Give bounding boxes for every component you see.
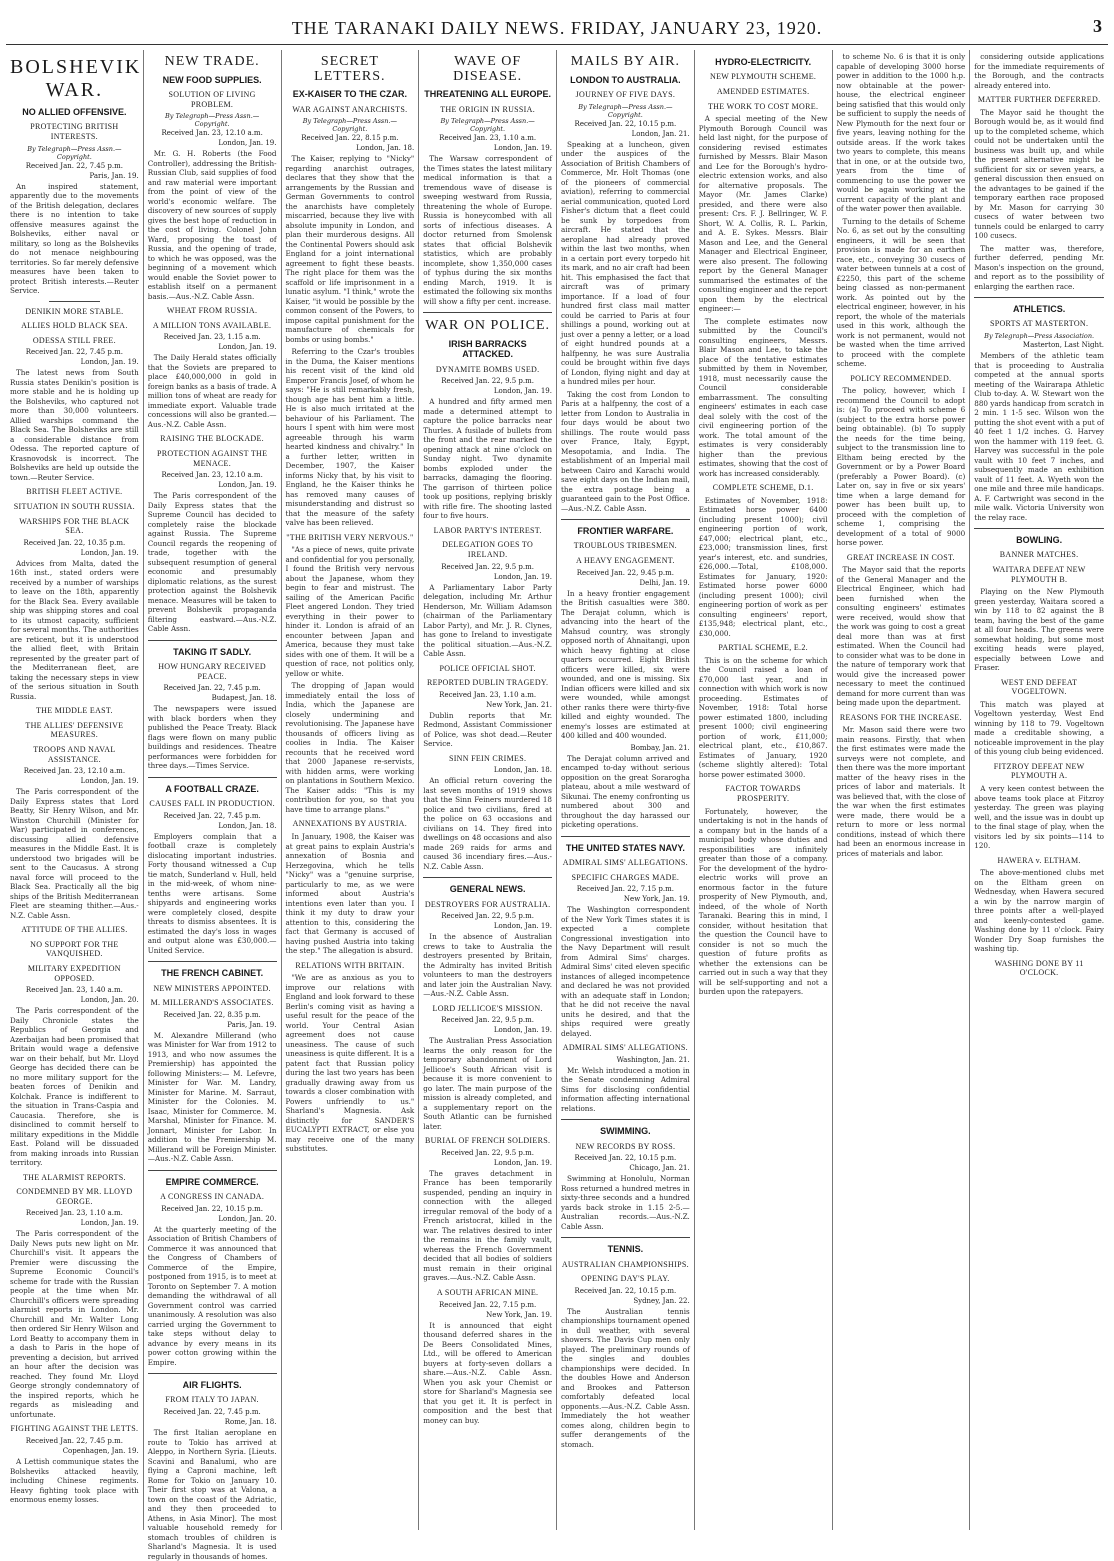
dateline: London, Jan. 21. — [631, 129, 690, 138]
divider — [423, 877, 552, 878]
article-paragraph: to scheme No. 6 is that it is only capable of developing 3000 horse power in addition to the 1000 h.p. now obtainable at the power-house, the electrical engineer being satisfied that this would only be sufficient to supply the needs of New Plymouth for the next four or five years, leaving nothing for the outside areas. If the work takes two years to complete, this means that in one, or at the outside two, years from the time of commencing to use the power we would be again working at the current capacity of the plant and of the water power then available. — [836, 52, 966, 213]
dateline: Sydney, Jan. 22. — [633, 1296, 690, 1305]
headline-war-on-police: WAR ON POLICE. — [425, 318, 551, 334]
headline-new-trade: NEW TRADE. — [164, 54, 260, 69]
headline-us-navy: THE UNITED STATES NAVY. — [565, 842, 685, 853]
divider — [974, 528, 1104, 529]
subhead-minor: DESTROYERS FOR AUSTRALIA. — [424, 899, 551, 909]
dateline: Masterton, Last Night. — [1022, 341, 1104, 350]
received-line: Received Jan. 22, 7.45 p.m. — [25, 348, 123, 357]
subhead: NEW FOOD SUPPLIES. — [162, 74, 262, 85]
article-paragraph: In the absence of Australian crews to take to Australia the destroyers presented by Britain, the Admiralty has invited British volunteers to man the destroyers and later join the Australian Navy.—Aus.-N.Z. Cable Assn. — [423, 932, 552, 999]
article-paragraph: A special meeting of the New Plymouth Borough Council was held last night, for the purpose of considering revised estimates furnished by Messrs. Blair Mason and Lee for the Borough's hydro-electric extension works, and also for alternative proposals. The Mayor (Mr. James Clarke) presided, and there were also present: Crs. F. J. Bellringer, W. F. Short, W. A. Collis, R. L. Parkin, and A. E. Sykes. Messrs. Blair Mason and Lee, and the General Manager and Electrical Engineer, were also present. The following report by the General Manager summarised the estimates of the consulting engineer and the report upon them by the electrical engineer:— — [698, 114, 828, 314]
received-line: Received Jan. 22, 9.5 p.m. — [441, 377, 534, 386]
article-paragraph: An inspired statement, apparently due to the movements of the British delegation, declares there is no intention to take offensive measures against the Bolsheviks, either naval or military, so long as the Bolsheviks do not menace neighbouring territories. So far merely defensive measures have been taken to protect British interests.—Reuter Service. — [10, 181, 139, 296]
article-paragraph: The Paris correspondent of the Daily Chronicle states the Republics of Georgia and Azerbaijan had been promised that Britain would wage a defensive war on their behalf, but Mr. Lloyd George has decided there can be no more military support for the beaten forces of Denikin and Kolchak. France is indifferent to the situation in Trans-Caspia and Caucasia. Therefore, she is disinclined to commit herself to military expeditions in the Middle East. Poland will be dissuaded from making inroads into Russian territory. — [10, 1006, 139, 1168]
subhead-minor: OPENING DAY'S PLAY. — [581, 1274, 670, 1284]
headline-general-news: GENERAL NEWS. — [449, 884, 526, 895]
subhead-minor: NEW RECORDS BY ROSS. — [575, 1141, 676, 1151]
received-line: Received Jan. 22, 10.15 p.m. — [574, 1154, 677, 1163]
article-paragraph: A hundred and fifty armed men made a determined attempt to capture the police barracks near Thurles. A fusilade of bullets from the front and the rear marked the opening attack at nine o'clock on Sunday night. Two dynamite bombs exploded under the barracks, damaging the flooring. The garrison of thirteen police took up positions, replying briskly with rifle fire. The shooting lasted four to five hours. — [423, 397, 552, 521]
received-line: Received Jan. 22, 9.5 p.m. — [441, 1148, 534, 1157]
subhead-minor: WEST END DEFEAT VOGELTOWN. — [1000, 677, 1078, 697]
dateline: London, Jan. 19. — [493, 1158, 552, 1167]
received-line: Received Jan. 22, 10.15 p.m. — [574, 119, 677, 128]
article-paragraph: The Kaiser, replying to "Nicky" regarding anarchist outrages, declares that they show that the arrangements by the Russian and German Governments to control the anarchists have completely miscarried, because they live with absolute impunity in London, and plan their murderous designs. All the Continental Powers should ask England for a joint international agreement to fight these beasts. The right place for them was the scaffold or life imprisonment in a lunatic asylum. "I think," wrote the Kaiser, "it would be possible by the common consent of the Powers, to impose capital punishment for the manufacture of chemicals for bombs or using bombs." — [285, 154, 415, 344]
article-paragraph: The Paris correspondent of the Daily Express states that Lord Beatty, Sir Henry Wilson, and Mr. Winston Churchill (Minister for War) participated in conferences, discussing allied defensive measures in the Middle East. It is understood two brigades will be sent to the Caucasus. A strong naval force will proceed to the Black Sea. Practically all the big ships of the British Mediterranean Fleet are steaming thither.—Aus.-N.Z. Cable Assn. — [10, 787, 139, 920]
received-line: Received Jan. 22, 9.45 p.m. — [576, 568, 674, 577]
subhead-minor: SPORTS AT MASTERTON. — [989, 319, 1089, 329]
article-paragraph: The policy, however, which I recommend the Council to adopt is: (a) To proceed with scheme 6 (subject to the extra horse power being obtainable). (b) To supply the needs for the time being, subject to the transmission line to Eltham being erected by the Government or by a Power Board (preferably a Power Board). (c) Later on, say in five or six years' time when a large demand for power has been built up, to proceed with the completion of scheme 1, comprising the development of a total of 9000 horse power. — [836, 386, 966, 548]
subhead-minor: PROTECTION AGAINST THE MENACE. — [156, 449, 268, 468]
headline-tennis: TENNIS. — [607, 1244, 644, 1255]
headline-secret-letters: SECRET LETTERS. — [314, 54, 386, 84]
divider — [561, 1237, 690, 1238]
column-1 — [6, 50, 144, 1530]
subhead-minor: REPORTED DUBLIN TRAGEDY. — [426, 678, 549, 688]
subhead-minor: POLICY RECOMMENDED. — [850, 373, 952, 383]
subhead-minor: A CONGRESS IN CANADA. — [160, 1192, 265, 1202]
subhead-minor: BANNER MATCHES. — [999, 550, 1079, 560]
article-paragraph: M. Alexandre Millerand (who was Minister for War from 1912 to 1913, and who now assumes the Premiership) has appointed the following Ministers:— M. Lefevre, Minister for War. M. Landry, Minister for Marine. M. Sarraut, Minister for the Colonies. M. Isaac, Minister for Commerce. M. Marshal, Minister for Finance. M. Jonnart, Minister for Labor. In addition to the Premiership M. Millerand will be Foreign Minister.—Aus.-N.Z. Cable Assn. — [147, 1030, 277, 1164]
headline-bowling: BOWLING. — [1016, 535, 1063, 546]
credit-line: By Telegraph—Press Assn.—Copyright. — [578, 102, 673, 119]
received-line: Received Jan. 23, 1.15 a.m. — [163, 333, 261, 342]
article-paragraph: Playing on the New Plymouth green yesterday, Waitara scored a win by 118 to 82 against the B team, having the best of the game at all four heads. The greens were somewhat holding, but some most exciting heads were played, especially between Lowe and Fraser. — [974, 587, 1104, 673]
subhead-minor: SITUATION IN SOUTH RUSSIA. — [13, 501, 135, 511]
subhead-minor: A SOUTH AFRICAN MINE. — [436, 1287, 539, 1297]
article-paragraph: Mr. G. H. Roberts (the Food Controller), addressing the British-Russian Club, said supplies of food and raw material were important from the point of view of the world's economic welfare. The discovery of new sources of supply gives the best hope of reduction in the cost of living. Colonel John Ward, proposing the toast of Russia, and the opening of trade, to which he was opposed, was the beginning of a movement which would enable the Soviet power to establish itself on a permanent basis.—Aus.-N.Z. Cable Assn. — [147, 149, 277, 301]
column-8 — [970, 50, 1108, 1530]
dateline: Bombay, Jan. 21. — [630, 743, 690, 752]
dateline: London, Jan. 19. — [493, 144, 552, 153]
received-line: Received Jan. 22, 10.35 p.m. — [23, 538, 126, 547]
article-paragraph: Turning to the details of Scheme No. 6, as set out by the consulting engineers, it will be seen that provision is made for an earthen race, etc., conveying 30 cusecs of water between tunnels at a cost of £2250, this part of the scheme being classed as non-permanent work. As pointed out by the electrical engineer, however, in his report, the whole of the materials used in this work, although the work is not permanent, would not be wasted when the time arrived to proceed with the complete scheme. — [836, 216, 966, 368]
article-paragraph: This is on the scheme for which the Council raised a loan of £70,000 last year, and in connection with which work is now proceeding. Estimates of November, 1918: Total horse power estimated 1800, including present 1000; civil engineering portion of work, £11,000; electrical plant, etc., £10,867. Estimates of January, 1920 (scheme slightly altered): Total horse power estimated 3000. — [698, 655, 828, 779]
received-line: Received Jan. 23, 12.10 a.m. — [23, 767, 126, 776]
subhead: IRISH BARRACKS ATTACKED. — [448, 339, 527, 360]
dateline: Budapest, Jan. 18. — [211, 694, 277, 703]
column-4 — [419, 50, 557, 1530]
received-line: Received Jan. 22, 8.35 p.m. — [163, 1010, 261, 1019]
subhead-minor: WARSHIPS FOR THE BLACK SEA. — [19, 516, 130, 536]
subhead-minor: CONDEMNED BY MR. LLOYD GEORGE. — [16, 1187, 133, 1206]
column-5 — [557, 50, 695, 1530]
subhead-minor: HAWERA v. ELTHAM. — [997, 855, 1081, 865]
received-line: Received Jan. 22, 7.15 p.m. — [439, 1300, 537, 1309]
subhead-minor: WAR AGAINST ANARCHISTS. — [292, 104, 408, 114]
subhead-minor: ODESSA STILL FREE. — [32, 335, 116, 345]
dateline: London, Jan. 19. — [80, 777, 139, 786]
article-paragraph: This match was played at Vogeltown yesterday, West End winning by 118 to 79. Vogeltown made a creditable showing, a noticeable improvement in the play of this young club being evidenced. — [974, 699, 1104, 757]
newspaper-title: THE TARANAKI DAILY NEWS. FRIDAY, JANUARY 23, 1920. — [291, 18, 823, 38]
headline-frontier-warfare: FRONTIER WARFARE. — [577, 526, 674, 537]
subhead-minor: MILITARY EXPEDITION OPPOSED. — [27, 963, 121, 983]
column-7 — [833, 50, 971, 1530]
subhead-minor: BURIAL OF FRENCH SOLDIERS. — [424, 1136, 551, 1146]
article-paragraph: "As a piece of news, quite private and confidential for you personally, I found the British very nervous about the Japanese, whom they begin to fear and mistrust. The sailing of the American Pacific Fleet angered London. They tried everything in their power to hinder it. London is afraid of an encounter between Japan and America, because they must take sides with one of them. It will be a question of race, not politics only, yellow or white. — [285, 545, 415, 678]
subhead-minor: ADMIRAL SIMS' ALLEGATIONS. — [562, 1043, 688, 1053]
subhead-minor: SINN FEIN CRIMES. — [448, 753, 527, 763]
headline-air-flights: AIR FLIGHTS. — [182, 1380, 242, 1391]
received-line: Received Jan. 22, 7.45 p.m. — [25, 1437, 123, 1445]
dateline: Copenhagen, Jan. 19. — [62, 1447, 139, 1455]
divider — [423, 312, 552, 313]
columns — [6, 50, 1108, 1561]
subhead-minor: THE ALLIES' DEFENSIVE MEASURES. — [25, 720, 124, 740]
subhead: EX-KAISER TO THE CZAR. — [292, 89, 408, 100]
subhead-minor: A MILLION TONS AVAILABLE. — [152, 320, 272, 330]
article-paragraph: Speaking at a luncheon, given under the auspices of the Association of British Chambers of Commerce, Mr. Holt Thomas (one of the pioneers of commercial aviation), referring to commercial aerial communication, quoted Lord Fisher's dictum that a fleet could be sunk by torpedoes from aircraft. He stated that the aeroplane had already proved within the last two months, when in a certain port every torpedo hit its mark, and no air craft had been hit. This emphasised the fact that aircraft was of primary importance. If a load of four hundred first class mail matter could be carried to Paris at four shillings a pound, working out at just over a penny a letter, or a load of eight hundred pounds at a halfpenny, he was sure Australia could be brought within five days of London, flying night and day at a hundred miles per hour. — [561, 139, 690, 387]
article-paragraph: The Paris correspondent of the Daily News puts new light on Mr. Churchill's visit. It appears the Premier were discussing the Supreme Economic Council's scheme for trade with the Russian people at the time when Mr. Churchill's officers were spreading alarmist reports in London. Mr. Churchill and Mr. Walter Long then ordered Sir Henry Wilson and Lord Beatty to accompany them in a dash to Paris in the hope of preventing a decision, but arrived an hour after the decision was reached. They found Mr. Lloyd George strongly condemnatory of the inspired reports, which he regards as misleading and unfortunate. — [10, 1229, 139, 1419]
headline-football-craze: A FOOTBALL CRAZE. — [165, 783, 259, 794]
subhead-minor: "THE BRITISH VERY NERVOUS." — [286, 532, 414, 542]
article-paragraph: It is announced that eight thousand deferred shares in the De Beers Consolidated Mines, Ltd., will be offered to American buyers at forty-seven dollars a share.—Aus.-N.Z. Cable Assn. When you ask your Chemist or store for Sharland's Magnesia see that you get it. It is perfect in composition and the best that money can buy. — [423, 1320, 552, 1425]
divider — [148, 640, 277, 641]
subhead-minor: ATTITUDE OF THE ALLIES. — [21, 925, 128, 935]
article-paragraph: Advices from Malta, dated the 16th inst., stated orders were received by a number of warships to leave on the 18th, apparently for the Black Sea. Every available ship was shipping stores and coal to its utmost capacity, sufficient for several months. The authorities are reticent, but it is understood the allied fleet, with Britain represented by the greater part of the Mediterranean fleet, are taking the necessary steps in view of the serious situation in South Russia. — [10, 558, 139, 701]
article-paragraph: The Mayor said he thought the Borough would be, as it would find up to the completed scheme, which could not be undertaken until the business was built up, and while the present alternative might be sufficient for six or seven years, a general discussion then ensued on the advantages to be gained if the temporary earthen race proposed by Mr. Mason for carrying 30 cusecs of water between two tunnels could be enlarged to carry 100 cusecs. — [974, 107, 1104, 241]
column-6 — [695, 50, 833, 1530]
credit-line: By Telegraph—Press Assn.—Copyright. — [302, 117, 398, 134]
article-paragraph: "We are as anxious as you to improve our relations with England and look forward to these Berlin's coming visit as having a useful result for the peace of the world. Your Central Asian agreement does not cause uneasiness. The cause of such uneasiness is quite different. It is a patent fact that Russian policy during the last two years has been gradually drawing away from us towards a closer combination with Powers unfriendly to us." Sharland's Magnesia. Ask distinctly for SANDER'S EUCALYPTI EXTRACT, or else you may receive one of the many substitutes. — [285, 973, 415, 1154]
subhead-minor: AMENDED ESTIMATES. — [716, 86, 810, 96]
subhead-minor: SPECIFIC CHARGES MADE. — [571, 872, 680, 882]
credit-line: By Telegraph—Press Assn.—Copyright. — [27, 144, 122, 161]
received-line: Received Jan. 22, 7.45 p.m. — [163, 811, 261, 820]
subhead-minor: FIGHTING AGAINST THE LETTS. — [10, 1424, 139, 1434]
dateline: London, Jan. 19. — [493, 387, 552, 396]
headline-swimming: SWIMMING. — [600, 1126, 651, 1137]
subhead: NO ALLIED OFFENSIVE. — [22, 107, 127, 117]
article-paragraph: Fortunately, however, the undertaking is not in the hands of a company but in the hands of a municipal body whose duties and responsibilities are infinitely greater than those of a company. For the development of the hydro-electric works will prove an enormous factor in the future prosperity of New Plymouth, and, indeed, of the whole of North Taranaki. Bearing this in mind, I consider, without hesitation that the question the Council have to consider is not so much the question of future profits as whether the extensions can be carried out in such a way that they will be self-supporting and not a burden upon the ratepayers. — [698, 806, 828, 996]
divider — [561, 1119, 690, 1120]
received-line: Received Jan. 22, 7.45 p.m. — [25, 161, 123, 170]
page-number: 3 — [1093, 16, 1102, 36]
received-line: Received Jan. 22, 9.5 p.m. — [441, 1016, 534, 1025]
dateline: London, Jan. 19. — [218, 139, 277, 148]
divider — [148, 1170, 277, 1171]
divider — [49, 301, 101, 302]
article-paragraph: The dropping of Japan would immediately entail the loss of India, which the Japanese are closely undermining and revolutionising. The Japanese have thousands of officers living as coolies in India. The Kaiser recounts that he received word that 2000 Japanese re-servists, with hidden arms, were working on plantations in Southern Mexico. The Kaiser adds: "This is my contribution for you, so that you have time to arrange plans." — [285, 681, 415, 814]
subhead-minor: SOLUTION OF LIVING PROBLEM. — [168, 90, 256, 109]
article-paragraph: Employers complain that a football craze is completely dislocating important industries. Forty thousand witnessed a Cup tie match, Sunderland v. Hull, held in the mid-week, of whom nine-tenths were artisans. Some shipyards and engineering works were completely closed, despite threats to dismiss absentees. It is estimated the day's loss in wages and output alone was £30,000.—United Service. — [147, 831, 277, 955]
subhead-minor: THE ALARMIST REPORTS. — [22, 1172, 126, 1182]
subhead-minor: PROTECTING BRITISH INTERESTS. — [30, 122, 119, 141]
dateline: New York, Jan. 21. — [486, 700, 552, 709]
subhead-minor: TROUBLOUS TRIBESMEN. — [573, 541, 677, 551]
article-paragraph: The matter was, therefore, further deferred, pending Mr. Mason's inspection on the ground, and report as to the possibility of enlarging the earthen race. — [974, 243, 1104, 291]
article-paragraph: Mr. Welsh introduced a motion in the Senate condemning Admiral Sims for disclosing confidential information affecting international relations. — [561, 1065, 690, 1113]
dateline: Paris, Jan. 19. — [227, 1020, 277, 1029]
subhead-minor: LORD JELLICOE'S MISSION. — [432, 1003, 543, 1013]
subhead-minor: NO SUPPORT FOR THE VANQUISHED. — [30, 939, 119, 959]
article-paragraph: Dublin reports that Mr. Redmond, Assistant Commissioner of Police, was shot dead.—Reuter Service. — [423, 710, 552, 749]
dateline: London, Jan. 19. — [80, 358, 139, 367]
subhead-minor: PARTIAL SCHEME, E.2. — [718, 643, 808, 653]
dateline: Delhi, Jan. 19. — [639, 578, 690, 587]
subhead-minor: CAUSES FALL IN PRODUCTION. — [149, 799, 275, 809]
received-line: Received Jan. 23, 12.10 a.m. — [161, 471, 263, 480]
headline-athletics: ATHLETICS. — [1012, 304, 1066, 315]
subhead-minor: LABOR PARTY'S INTEREST. — [433, 525, 542, 535]
dateline: London, Jan. 19. — [218, 481, 277, 490]
article-paragraph: The graves detachment in France has been temporarily suspended, pending an inquiry in connection with the alleged irregular removal of the body of a French aristocrat, killed in the war. The relatives desired to inter the remains in the family vault, whereas the French Government decided that all bodies of soldiers must remain in their original graves.—Aus.-N.Z. Cable Assn. — [423, 1168, 552, 1283]
article-paragraph: Members of the athletic team that is proceeding to Australia competed at the annual sports meeting of the Wairarapa Athletic Club to-day. A. W. Stewart won the 880 yards handicap from scratch in 2 min. 1 1-5 sec. Wilson won the putting the shot event with a put of 40 feet 1 1/2 inches. G. Harvey won the hammer with 119 feet. G. Harvey was successful in the pole vault with 10 feet 7 inches, and subsequently made an exhibition vault of 11 feet. A. Wyeth won the one mile and three mile handicaps. A. F. Cartwright was second in the mile walk. Victoria University won the relay race. — [974, 351, 1104, 522]
article-paragraph: Referring to the Czar's troubles in the Duma, the Kaiser mentions his recent visit of the kind old Emperor Francis Josef, of whom he says: "He is still remarkably fresh, though age has bent him a little. He is also much irritated at the behaviour of his Parliament. The hours I spent with him were most agreeable through his warm hearted kindness and chivalry." In a further letter, written in December, 1907, the Kaiser informs Nicky that, by his visit to England, he the Kaiser thinks he has removed many causes of misunderstanding and distrust so that the measure of the safety valve has been relieved. — [285, 347, 415, 528]
article-paragraph: The Australian Press Association learns the only reason for the temporary abandonment of Lord Jellicoe's South African visit is because it is more convenient to go later. The main purpose of the mission is already completed, and a supplementary report on the South Atlantic can be furnished later. — [423, 1036, 552, 1131]
article-paragraph: In a heavy frontier engagement the British casualties were 380. The Derajat column, which is advancing into the heart of the Mahsud country, was strongly opposed north of Ahnaitangi, upon which heavy fighting at close quarters occurred. Eight British officers were killed, six were wounded, and one is missing. Six Indian officers were killed and six were wounded, while amongst other ranks there were thirty-five killed and eighty wounded. The enemy's losses are estimated at 400 killed and 400 wounded. — [561, 588, 690, 741]
subhead-minor: WAITARA DEFEAT NEW PLYMOUTH B. — [992, 564, 1086, 584]
dateline: London, Jan. 19. — [493, 922, 552, 931]
subhead-minor: JOURNEY OF FIVE DAYS. — [575, 90, 676, 100]
article-paragraph: The complete estimates now submitted by the Council's consulting engineers, Messrs. Blair Mason and Lee, to take the place of the tentative estimates submitted by them in November, 1918, must necessarily cause the Council considerable embarrassment. The consulting engineers' estimates in each case deal solely with the cost of the civil engineering portion of the work. The total amount of the estimates is very considerably higher than the previous estimates, showing that the cost of work has increased considerably. — [698, 316, 828, 478]
dateline: Paris, Jan. 19. — [89, 171, 139, 180]
dateline: London, Jan. 19. — [493, 572, 552, 581]
credit-line: By Telegraph—Press Association. — [984, 332, 1095, 341]
subhead-minor: THE MIDDLE EAST. — [35, 706, 113, 716]
headline-empire-commerce: EMPIRE COMMERCE. — [165, 1176, 259, 1187]
masthead-rule — [6, 44, 1108, 45]
received-line: Received Jan. 22, 9.5 p.m. — [441, 562, 534, 571]
column-3 — [282, 50, 420, 1530]
subhead: THREATENING ALL EUROPE. — [424, 89, 552, 100]
subhead-minor: NEW MINISTERS APPOINTED. — [153, 983, 271, 993]
article-paragraph: The latest news from South Russia states Denikin's position is more stable and he is holding up the Bolsheviks, who captured not more than 30,000 volunteers. Allied warships command the Black Sea. The Bolsheviks are still a considerable distance from Odessa. The reported capture of Krasnovodsk is incorrect. The Bolsheviks are held up outside the town.—Reuter Service. — [10, 368, 139, 482]
dateline: London, Jan. 18. — [493, 766, 552, 775]
divider — [148, 777, 277, 778]
credit-line: By Telegraph—Press Assn.—Copyright. — [440, 117, 535, 134]
subhead-minor: THE ORIGIN IN RUSSIA. — [440, 104, 535, 114]
dateline: London, Jan. 18. — [356, 144, 415, 153]
headline-bolshevik-war: BOLSHEVIK WAR. — [10, 56, 142, 101]
subhead-minor: M. MILLERAND'S ASSOCIATES. — [150, 998, 274, 1008]
article-paragraph: The newspapers were issued with black borders when they published the Peace Treaty. Black flags were flown on many public buildings and residences. Theatre performances were forbidden for three days.—Times Service. — [147, 704, 277, 771]
received-line: Received Jan. 22, 9.5 p.m. — [441, 912, 534, 921]
subhead-minor: THE WORK TO COST MORE. — [708, 101, 819, 111]
subhead-minor: DELEGATION GOES TO IRELAND. — [442, 540, 534, 559]
subhead-minor: AUSTRALIAN CHAMPIONSHIPS. — [561, 1259, 689, 1269]
subhead-minor: DENIKIN MORE STABLE. — [25, 306, 124, 316]
article-paragraph: A Lettish communique states the Bolsheviks attacked heavily, including Chinese regiments. Heavy fighting took place with enormous enemy losses. — [10, 1457, 139, 1504]
received-line: Received Jan. 23, 1.10 a.m. — [439, 134, 537, 143]
subhead-minor: ALLIES HOLD BLACK SEA. — [21, 321, 128, 331]
subhead-minor: WHEAT FROM RUSSIA. — [166, 306, 258, 316]
received-line: Received Jan. 22, 10.15 p.m. — [574, 1286, 677, 1295]
article-paragraph: Mr. Mason said there were two main reasons. Firstly, that when the first estimates were made the surveys were not complete, and then there was the more important matter of the heavy rises in the prices of labor and materials. It was believed that, with the close of the war when the first estimates were made, there would be a return to more or less normal conditions, instead of which there had been an enormous increase in prices of materials and labor. — [836, 725, 966, 858]
article-paragraph: The first Italian aeroplane en route to Tokio has arrived at Aleppo, in Northern Syria. [Lieuts. Scavini and Banalumi, who are flying a Caproni machine, left Rome for Tokio on January 10. Their first stop was at Valona, a town on the coast of the Adriatic, and they then proceeded to Athens, in Asia Minor]. The most valuable household remedy for stomach troubles of children is Sharland's Magnesia. It is used regularly in thousands of homes. — [147, 1428, 277, 1561]
dateline: Chicago, Jan. 21. — [629, 1164, 690, 1173]
subhead-minor: FACTOR TOWARDS PROSPERITY. — [725, 784, 801, 803]
dateline: Rome, Jan. 18. — [224, 1418, 277, 1427]
dateline: London, Jan. 19. — [80, 548, 139, 557]
headline-wave-of-disease: WAVE OF DISEASE. — [453, 54, 523, 84]
article-paragraph: The Mayor said that the reports of the General Manager and the Electrical Engineer, which had been furnished when the consulting engineers' estimates were received, would show that the work was going to cost a great deal more than was at first estimated. When the Council had to consider what was to be done in the nature of temporary work that would give the increased power necessary to meet the continued demand for more current than was being made upon the department. — [836, 565, 966, 708]
subhead-minor: ANNEXATIONS BY AUSTRIA. — [292, 819, 408, 829]
dateline: London, Jan. 20. — [218, 1214, 277, 1223]
received-line: Received Jan. 22, 7.45 p.m. — [163, 684, 261, 693]
article-paragraph: At the quarterly meeting of the Association of British Chambers of Commerce it was announced that the Congress of Chambers of Commerce of the Empire, postponed from 1915, is to meet at Toronto on September 7. A motion demanding the withdrawal of all Government control was carried unanimously. A resolution was also carried urging the Government to take steps without delay to advance by every means in its power cotton growing within the Empire. — [147, 1224, 277, 1367]
headline-french-cabinet: THE FRENCH CABINET. — [161, 968, 264, 979]
dateline: London, Jan. 20. — [80, 996, 139, 1005]
article-paragraph: The Derajat column arrived and encamped to-day without serious opposition on the great Sorarogha plateau, about a mile westward of Sikunai. The enemy confronting us numbered about 300 and throughout the day harassed our picketing operations. — [561, 753, 690, 830]
divider — [561, 836, 690, 837]
subhead-minor: FITZROY DEFEAT NEW PLYMOUTH A. — [993, 761, 1085, 781]
article-paragraph: A very keen contest between the above teams took place at Fitzroy yesterday. The green was playing well, and the issue was in doubt up to the final stage of play, when the visitors led by six points—114 to 120. — [974, 784, 1104, 851]
article-paragraph: The Paris correspondent of the Daily Express states that the Supreme Council has decided to completely raise the blockade against Russia. The Supreme Council regards the reopening of trade, together with the subsequent resumption of general economic and presumably diplomatic relations, as the surest protection against the Bolshevik menace. Measures will be taken to prevent Bolshevik propaganda filtering eastward.—Aus.-N.Z. Cable Assn. — [147, 491, 277, 634]
article-paragraph: considering outside applications for the immediate requirements of the Borough, and the contracts already entered into. — [974, 52, 1104, 90]
received-line: Received Jan. 23, 1.10 a.m. — [439, 690, 537, 699]
subhead-minor: FROM ITALY TO JAPAN. — [165, 1395, 259, 1405]
divider — [148, 1373, 277, 1374]
article-paragraph: The Daily Herald states officially that the Soviets are prepared to place £40,000,000 in gold in foreign banks as a basis of trade. A million tons of wheat are ready for immediate export. Valuable trade concessions will also be granted.—Aus.-N.Z. Cable Assn. — [147, 353, 277, 429]
column-2 — [144, 50, 282, 1561]
subhead-minor: POLICE OFFICIAL SHOT. — [439, 663, 536, 673]
headline-mails-by-air: MAILS BY AIR. — [570, 54, 681, 69]
received-line: Received Jan. 23, 12.10 a.m. — [161, 129, 263, 138]
subhead-minor: RAISING THE BLOCKADE. — [160, 434, 264, 444]
credit-line: By Telegraph—Press Assn.—Copyright. — [164, 112, 260, 129]
divider — [974, 297, 1104, 298]
article-paragraph: Estimates of November, 1918: Estimated horse power 6400 (including present 1000); civil engineering portion of work, £47,000; electrical plant, etc., £23,000; transmission lines, first year's interest, etc. and sundries, £26,000.—Total, £108,000. Estimates for January, 1920: Estimated horse power 6000 (including present 1000); civil engineering portion of work as per consulting engineers' report, £135,948; electrical plant, etc., £30,000. — [698, 495, 828, 638]
received-line: Received Jan. 22, 7.15 p.m. — [576, 885, 674, 894]
article-paragraph: The Warsaw correspondent of the Times states the latest military medical information is that a tremendous wave of disease is sweeping westward from Russia, threatening the whole of Europe. Russia is honeycombed with all sorts of infectious diseases. A doctor returned from Smolensk states that official Bolshevik statistics, which are probably incomplete, show 1,350,000 cases of typhus during the six months ending March, 1919. It is estimated the following six months will show a fifty per cent. increase. — [423, 154, 552, 306]
subhead-minor: WASHING DONE BY 11 O'CLOCK. — [994, 958, 1084, 978]
dateline: London, Jan. 19. — [218, 343, 277, 352]
headline-taking-it-sadly: TAKING IT SADLY. — [173, 646, 252, 657]
subhead: LONDON TO AUSTRALIA. — [570, 74, 681, 85]
subhead-minor: RELATIONS WITH BRITAIN. — [295, 960, 405, 970]
received-line: Received Jan. 22, 8.15 p.m. — [301, 134, 399, 143]
subhead-minor: TROOPS AND NAVAL ASSISTANCE. — [33, 744, 116, 764]
received-line: Received Jan. 22, 10.15 p.m. — [161, 1204, 263, 1213]
subhead-minor: COMPLETE SCHEME, D.1. — [712, 483, 814, 493]
divider — [148, 961, 277, 962]
article-paragraph: Taking the cost from London to Paris at a halfpenny, the cost of a letter from London to Australia in four days would be about two shillings. The route would pass over France, Italy, Egypt, Mesopotamia, and India. The establishment of an Imperial mail between Cairo and Karachi would save eight days on the Indian mail, the extra postage being a guaranteed gain to the Post Office.—Aus.-N.Z. Cable Assn. — [561, 389, 690, 513]
dateline: Washington, Jan. 21. — [616, 1055, 690, 1064]
dateline: New York, Jan. 19. — [623, 895, 690, 904]
article-paragraph: An official return covering the last seven months of 1919 shows that the Sinn Feiners murdered 18 police and two civilians, fired at the police on 63 occasions and civilians on 14. They fired into dwellings on 48 occasions and also made 269 raids for arms and caused 36 incendiary fires.—Aus.-N.Z. Cable Assn. — [423, 776, 552, 871]
article-paragraph: The Washington correspondent of the New York Times states it is expected a complete Congressional investigation into the Navy Department will result from Admiral Sims' charges. Admiral Sims' cited eleven specific instances of alleged incompetence and declared he was not provided with an adequate staff in London; that he did not receive the naval units he desired, and that the ships required were greatly delayed. — [561, 905, 690, 1038]
article-paragraph: In January, 1908, the Kaiser was at great pains to explain Austria's annexation of Bosnia and Herzegovina, which he tells "Nicky" was a "genuine surprise, particularly to me, as we were informed about Austria's intentions even later than you. I think it my duty to draw your attention to this, considering the fact that Germany is accused of having pushed Austria into taking the step." The allegation is absurd. — [285, 832, 415, 955]
dateline: London, Jan. 18. — [218, 821, 277, 830]
received-line: Received Jan. 23, 1.40 a.m. — [25, 986, 123, 995]
divider — [561, 519, 690, 520]
headline-hydro-electricity: HYDRO-ELECTRICITY. — [715, 57, 812, 67]
article-paragraph: Swimming at Honolulu, Norman Ross returned a hundred metres in sixty-three seconds and a hundred yards back stroke in 1.15 2-5.—Australian records.—Aus.-N.Z. Cable Assn. — [561, 1174, 690, 1231]
subhead-minor: DYNAMITE BOMBS USED. — [435, 364, 540, 374]
article-paragraph: The above-mentioned clubs met on the Eltham green on Wednesday, when Hawera secured a win by the narrow margin of three points after a well-played and keenly-contested game. Washing done by 11 o'clock. Fairy Wonder Dry Soap furnishes the washing tip. — [974, 868, 1104, 954]
subhead-minor: MATTER FURTHER DEFERRED. — [977, 95, 1101, 104]
subhead-minor: GREAT INCREASE IN COST. — [846, 552, 955, 562]
dateline: New York, Jan. 19. — [486, 1310, 552, 1319]
masthead — [0, 0, 1114, 48]
subhead-minor: HOW HUNGARY RECEIVED PEACE. — [158, 662, 267, 681]
subhead-minor: ADMIRAL SIMS' ALLEGATIONS. — [562, 858, 688, 867]
received-line: Received Jan. 22, 7.45 p.m. — [163, 1408, 261, 1417]
article-paragraph: A Parliamentary Labor Party delegation, including Mr. Arthur Henderson, Mr. William Adamson (chairman of the Parliamentary Labor Party), and Mr. J. R. Clynes, has gone to Ireland to investigate the political situation.—Aus.-N.Z. Cable Assn. — [423, 582, 552, 659]
subhead-minor: BRITISH FLEET ACTIVE. — [26, 487, 123, 497]
dateline: London, Jan. 19. — [80, 1219, 139, 1228]
subhead-minor: A HEAVY ENGAGEMENT. — [576, 556, 675, 566]
article-paragraph: The Australian tennis championships tournament opened in dull weather, with several showers. The Davis Cup men only played. The preliminary rounds of the singles and doubles championships were decided. In the doubles Howe and Anderson and Brookes and Patterson comfortably defeated local opponents.—Aus.-N.Z. Cable Assn. Immediately the hot weather comes along, children begin to suffer derangements of the stomach. — [561, 1306, 690, 1449]
received-line: Received Jan. 23, 1.10 a.m. — [25, 1209, 123, 1218]
dateline: London, Jan. 19. — [493, 1026, 552, 1035]
subhead-minor: NEW PLYMOUTH SCHEME. — [710, 72, 817, 82]
subhead-minor: REASONS FOR THE INCREASE. — [839, 712, 962, 722]
